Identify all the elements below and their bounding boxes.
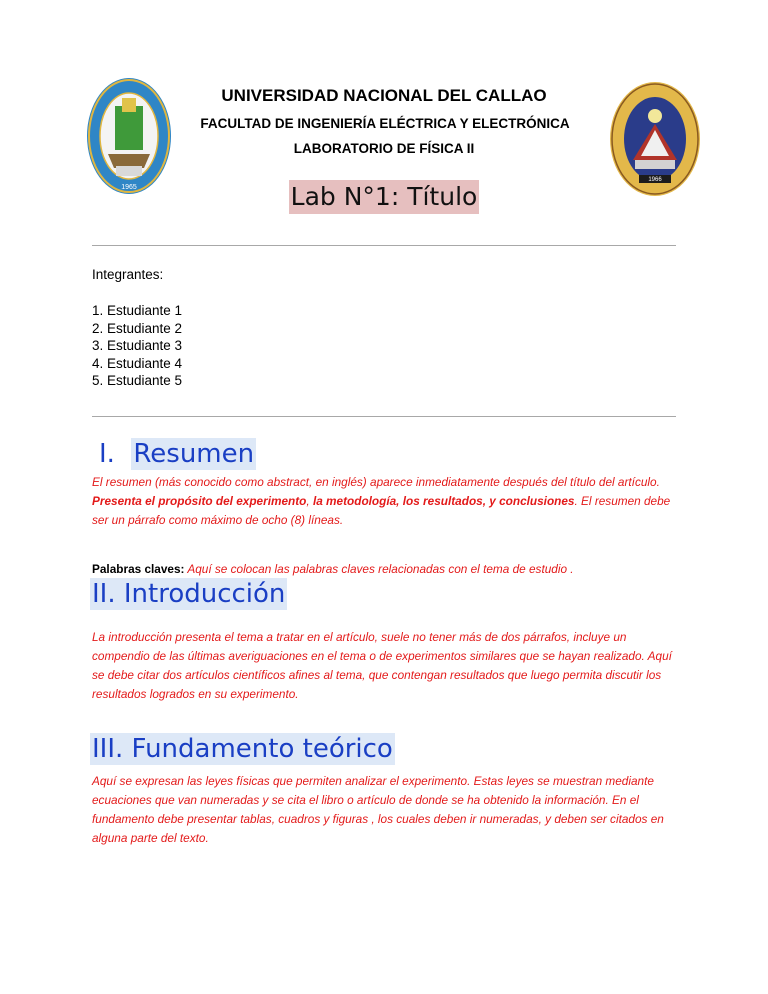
section-resumen-heading	[97, 438, 256, 470]
resumen-text-end: . El resumen debe ser un párrafo como máximo de ocho (8) líneas.	[92, 494, 671, 527]
section-number: I.	[99, 439, 115, 469]
list-item: 2. Estudiante 2	[92, 320, 183, 336]
section-fundamento-heading	[90, 733, 395, 765]
list-item: 3. Estudiante 3	[92, 338, 183, 353]
resumen-text: El resumen (más conocido como abstract, en inglés) aparece inmediatamente después del título del artículo.	[92, 475, 660, 489]
seal-left-year: 1965	[121, 184, 137, 191]
resumen-sep: ,	[306, 494, 313, 508]
resumen-bold-2: la metodología, los resultados, y conclusiones	[312, 494, 575, 508]
fundamento-paragraph: Aquí se expresan las leyes físicas que permiten analizar el experimento. Estas leyes se muestran mediante ecuaciones que van numeradas y se cita el libro o artículo de donde se ha obtenido la información. En el fundamento debe presentar tablas, cuadros y figuras , los cuales deben ir numeradas, y deben ser citados en alguna parte del texto.	[92, 774, 664, 845]
title-container	[0, 180, 768, 214]
section-title: II. Introducción	[92, 579, 286, 609]
keywords-value: Aquí se colocan las palabras claves relacionadas con el tema de estudio .	[184, 562, 574, 576]
section-title: III. Fundamento teórico	[92, 734, 393, 764]
faculty-name: FACULTAD DE INGENIERÍA ELÉCTRICA Y ELECTRÓNICA	[200, 116, 570, 131]
divider-bottom	[92, 416, 676, 417]
laboratory-name: LABORATORIO DE FÍSICA II	[293, 141, 475, 156]
resumen-paragraph	[92, 473, 682, 530]
resumen-bold-1: Presenta el propósito del experimento	[92, 494, 307, 508]
section-introduccion-heading	[90, 578, 287, 610]
list-item: 1. Estudiante 1	[92, 303, 183, 318]
lab-title: Lab N°1: Título	[289, 180, 480, 214]
seal-right-year: 1966	[648, 177, 662, 183]
members-list	[92, 302, 182, 390]
list-item: 5. Estudiante 5	[92, 373, 183, 388]
keywords-line	[92, 562, 574, 576]
members-label: Integrantes:	[92, 267, 164, 282]
section-title: Resumen	[133, 439, 255, 469]
university-name: UNIVERSIDAD NACIONAL DEL CALLAO	[221, 86, 547, 105]
divider-top	[92, 245, 676, 246]
list-item: 4. Estudiante 4	[92, 355, 183, 371]
introduccion-paragraph: La introducción presenta el tema a tratar en el artículo, suele no tener más de dos párrafos, incluye un compendio de las últimas averiguaciones en el tema o de experimentos similares que se hayan realizado. Aquí se debe citar dos artículos científicos afines al tema, que contengan resultados que luego permita discutir los resultados logrados en su experimento.	[92, 630, 672, 701]
keywords-label: Palabras claves:	[92, 562, 185, 576]
